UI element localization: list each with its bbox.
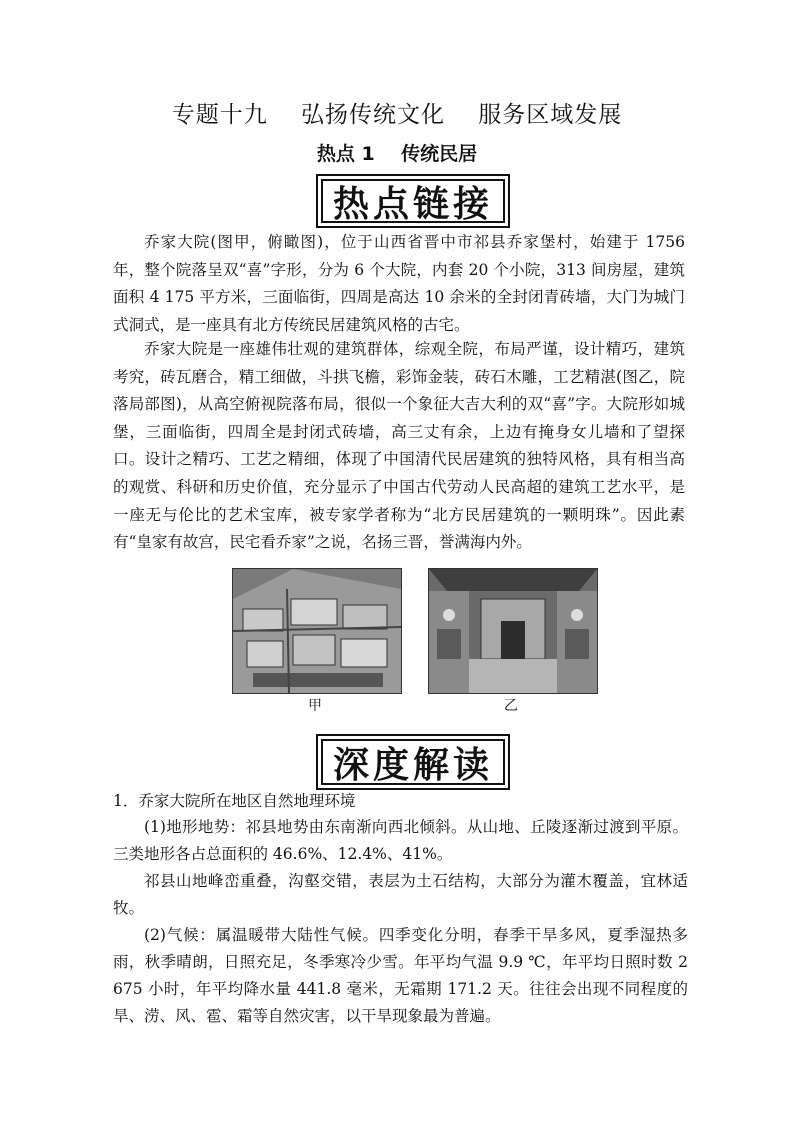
figure-group <box>220 560 604 722</box>
section-heading: 1．乔家大院所在地区自然地理环境 <box>113 792 356 810</box>
hot-link-paragraph-2 <box>113 336 685 557</box>
hot-link-banner: 热点链接 <box>316 174 510 228</box>
paragraph: 祁县山地峰峦重叠，沟壑交错，表层为土石结构，大部分为灌木覆盖，宜林适牧。 <box>113 872 688 917</box>
hot-link-paragraph-1 <box>113 229 685 339</box>
paragraph: 乔家大院是一座雄伟壮观的建筑群体，综观全院，布局严谨，设计精巧，建筑考究，砖瓦磨合，精工细做，斗拱飞檐，彩饰金装，砖石木雕，工艺精湛(图乙，院落局部图)，从高空俯视院落布局，很似一个象征大吉大利的双“喜”字。大院形如城堡，三面临街，四周全是封闭式砖墙，高三丈有余，上边有掩身女儿墙和了望探口。设计之精巧、工艺之精细，体现了中国清代民居建筑的独特风格，具有相当高的观赏、科研和历史价值，充分显示了中国古代劳动人民高超的建筑工艺水平，是一座无与伦比的艺术宝库，被专家学者称为“北方民居建筑的一颗明珠”。因此素有“皇家有故宫，民宅看乔家”之说，名扬三晋，誉满海内外。 <box>113 340 685 552</box>
figure-caption-a: 甲 <box>308 698 322 714</box>
aerial-photo-qiao-courtyard <box>232 568 402 694</box>
paragraph: (1)地形地势：祁县地势由东南渐向西北倾斜。从山地、丘陵逐渐过渡到平原。三类地形各占总面积的 46.6%、12.4%、41%。 <box>113 818 688 863</box>
page-title: 专题十九 弘扬传统文化 服务区域发展 <box>171 102 623 128</box>
deep-read-body <box>113 814 688 1030</box>
paragraph: 乔家大院(图甲，俯瞰图)，位于山西省晋中市祁县乔家堡村，始建于 1756 年，整个院落呈双“喜”字形，分为 6 个大院，内套 20 个小院，313 间房屋，建筑面积 4 175 平方米，三面临街，四周是高达 10 余米的全封闭青砖墙，大门为城门式洞式，是一座具有北方传统民居建筑风格的古宅。 <box>113 233 685 334</box>
deep-read-banner: 深度解读 <box>316 734 510 790</box>
courtyard-detail-photo <box>428 568 598 694</box>
page-subtitle: 热点 1 传统民居 <box>316 143 478 165</box>
figure-caption-b: 乙 <box>504 698 518 714</box>
paragraph: (2)气候：属温暖带大陆性气候。四季变化分明，春季干旱多风，夏季湿热多雨，秋季晴朗，日照充足，冬季寒冷少雪。年平均气温 9.9 ℃，年平均日照时数 2 675 小时，年平均降水量 441.8 毫米，无霜期 171.2 天。往往会出现不同程度的旱、涝、风、雹、霜等自然灾害，以干旱现象最为普遍。 <box>113 926 688 1025</box>
